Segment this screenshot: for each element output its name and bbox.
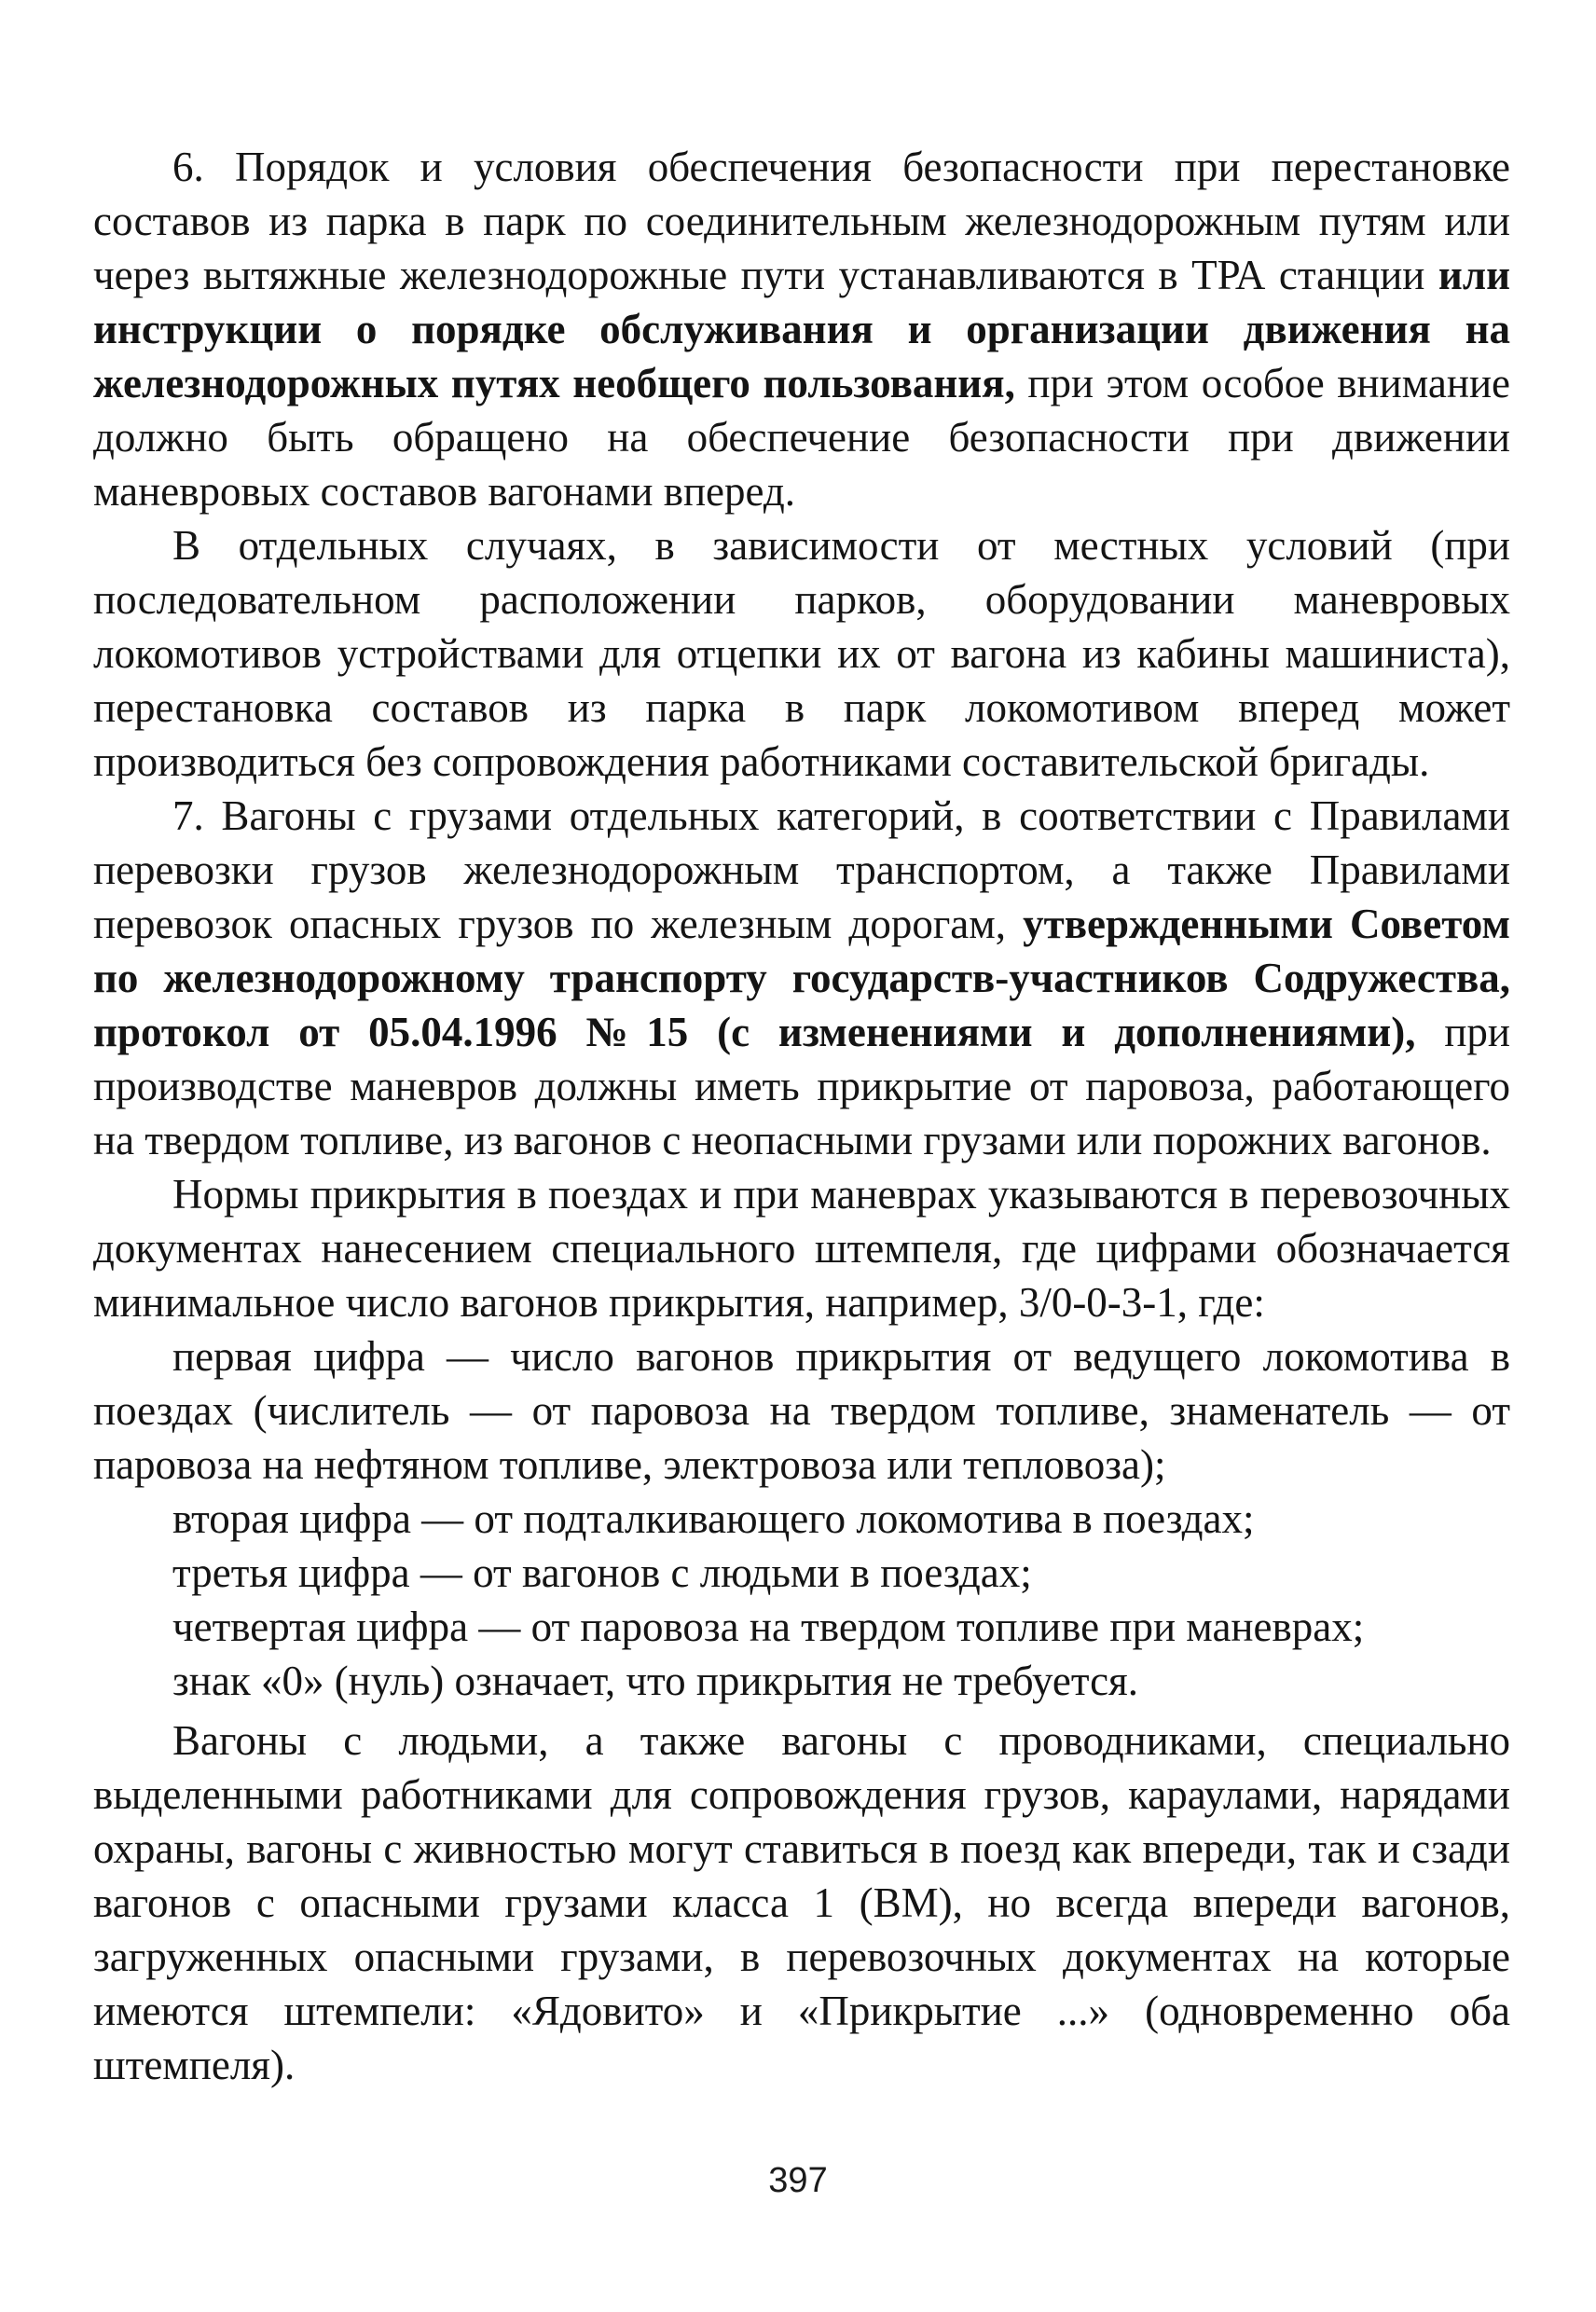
paragraph-6-text-start: 6. Порядок и условия обеспечения безопасности при перестановке составов из парка в парк по соединительным железнодорожным путям или через вытяжные железнодорожные пути устанавливаются в ТРА станции: [93, 144, 1510, 298]
list-item-second-digit: вторая цифра — от подталкивающего локомотива в поездах;: [172, 1495, 1255, 1542]
list-item-third-digit: третья цифра — от вагонов с людьми в поездах;: [172, 1549, 1032, 1596]
paragraph-7-bold-insert: утвержденными Советом по железнодорожному транспорту государств-участников Содружества, протокол от 05.04.1996 №15 (с изменениями и дополнениями),: [93, 901, 1510, 1055]
document-page: [93, 140, 1510, 2092]
paragraph-6-bold-insert: или инструкции о порядке обслуживания и организации движения на железнодорожных путях необщего пользования,: [93, 252, 1510, 406]
paragraph-cover-norms: Нормы прикрытия в поездах и при маневрах указываются в перевозочных документах нанесением специального штемпеля, где цифрами обозначается минимальное число вагонов прикрытия, например, 3/0-0-3-1, где:: [93, 1171, 1510, 1326]
list-item-zero-sign: знак «0» (нуль) означает, что прикрытия не требуется.: [172, 1658, 1138, 1704]
paragraph-wagons-with-people: Вагоны с людьми, а также вагоны с проводниками, специально выделенными работниками для сопровождения грузов, караулами, нарядами охраны, вагоны с живностью могут ставиться в поезд как впереди, так и сзади вагонов с опасными грузами класса 1 (ВМ), но всегда впереди вагонов, загруженных опасными грузами, в перевозочных документах на которые имеются штемпели: «Ядовито» и «Прикрытие ...» (одновременно оба штемпеля).: [93, 1717, 1510, 2088]
paragraph-7-text-end: при производстве маневров должны иметь прикрытие от паровоза, работающего на твердом топливе, из вагонов с неопасными грузами или порожних вагонов.: [93, 1009, 1510, 1163]
page-number: 397: [768, 2161, 828, 2200]
paragraph-6-continued: В отдельных случаях, в зависимости от местных условий (при последовательном расположении парков, оборудовании маневровых локомотивов устройствами для отцепки их от вагона из кабины машиниста), перестановка составов из парка в парк локомотивом вперед может производиться без сопровождения работниками составительской бригады.: [93, 522, 1510, 785]
paragraph-7-text-start: 7. Вагоны с грузами отдельных категорий, в соответствии с Правилами перевозки грузов железнодорожным транспортом, а также Правилами перевозок опасных грузов по железным дорогам,: [93, 792, 1510, 947]
paragraph-6-text-end: при этом особое внимание должно быть обращено на обеспечение безопасности при движении маневровых составов вагонами вперед.: [93, 360, 1510, 515]
paragraph-6: [93, 140, 1510, 518]
list-item-fourth-digit: четвертая цифра — от паровоза на твердом топливе при маневрах;: [172, 1603, 1365, 1650]
list-item-first-digit: первая цифра — число вагонов прикрытия от ведущего локомотива в поездах (числитель — от паровоза на твердом топливе, знаменатель — от паровоза на нефтяном топливе, электровоза или тепловоза);: [93, 1333, 1510, 1488]
paragraph-7: [93, 789, 1510, 1167]
